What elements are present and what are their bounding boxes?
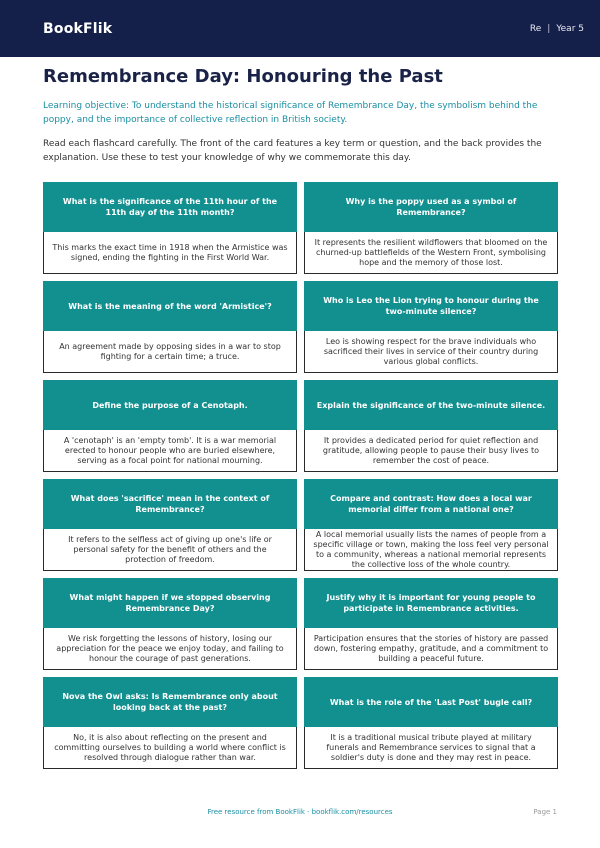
flashcard-front: Who is Leo the Lion trying to honour during the two-minute silence? bbox=[304, 281, 558, 331]
flashcard-back: This marks the exact time in 1918 when the Armistice was signed, ending the fighting in the First World War. bbox=[43, 232, 297, 274]
page-number: Page 1 bbox=[533, 808, 557, 816]
flashcard-front: Compare and contrast: How does a local war memorial differ from a national one? bbox=[304, 479, 558, 529]
flashcard bbox=[43, 479, 297, 571]
flashcard-front: What is the role of the 'Last Post' bugle call? bbox=[304, 677, 558, 727]
flashcard-grid bbox=[43, 182, 558, 769]
flashcard bbox=[304, 380, 558, 472]
flashcard bbox=[43, 380, 297, 472]
flashcard-front: Nova the Owl asks: Is Remembrance only about looking back at the past? bbox=[43, 677, 297, 727]
flashcard-back: A 'cenotaph' is an 'empty tomb'. It is a war memorial erected to honour people who are buried elsewhere, serving as a focal point for national mourning. bbox=[43, 430, 297, 472]
page-header bbox=[0, 0, 600, 57]
page-title: Remembrance Day: Honouring the Past bbox=[43, 66, 443, 87]
flashcard bbox=[304, 479, 558, 571]
flashcard-back: Leo is showing respect for the brave individuals who sacrificed their lives in service of their country during various global conflicts. bbox=[304, 331, 558, 373]
flashcard-back: A local memorial usually lists the names of people from a specific village or town, making the loss feel very personal to a community, whereas a national memorial represents the collective loss of the whole country. bbox=[304, 529, 558, 571]
flashcard bbox=[304, 677, 558, 769]
flashcard-back: An agreement made by opposing sides in a war to stop fighting for a certain time; a truce. bbox=[43, 331, 297, 373]
flashcard-back: Participation ensures that the stories of history are passed down, fostering empathy, gratitude, and a commitment to building a peaceful future. bbox=[304, 628, 558, 670]
flashcard bbox=[304, 281, 558, 373]
flashcard-front: What is the meaning of the word 'Armistice'? bbox=[43, 281, 297, 331]
flashcard-front: What is the significance of the 11th hour of the 11th day of the 11th month? bbox=[43, 182, 297, 232]
flashcard-back: It provides a dedicated period for quiet reflection and gratitude, allowing people to pause their busy lives to remember the cost of peace. bbox=[304, 430, 558, 472]
flashcard bbox=[43, 578, 297, 670]
flashcard-back: It represents the resilient wildflowers that bloomed on the churned-up battlefields of the Western Front, symbolising hope and the memory of those lost. bbox=[304, 232, 558, 274]
learning-objective: Learning objective: To understand the historical significance of Remembrance Day, the symbolism behind the poppy, and the importance of collective reflection in British society. bbox=[43, 101, 538, 125]
flashcard bbox=[43, 281, 297, 373]
flashcard-back: We risk forgetting the lessons of history, losing our appreciation for the peace we enjoy today, and failing to honour the courage of past generations. bbox=[43, 628, 297, 670]
footer-link[interactable]: Free resource from BookFlik · bookflik.com/resources bbox=[207, 808, 393, 816]
year-label: Year 5 bbox=[556, 23, 584, 34]
header-meta bbox=[530, 24, 584, 34]
subject-label: Re bbox=[529, 23, 542, 34]
meta-separator: | bbox=[547, 23, 551, 34]
flashcard bbox=[43, 182, 297, 274]
flashcard bbox=[304, 578, 558, 670]
flashcard-front: Define the purpose of a Cenotaph. bbox=[43, 380, 297, 430]
flashcard-front: Justify why it is important for young people to participate in Remembrance activities. bbox=[304, 578, 558, 628]
flashcard-front: What might happen if we stopped observing Remembrance Day? bbox=[43, 578, 297, 628]
flashcard-front: Explain the significance of the two-minute silence. bbox=[304, 380, 558, 430]
brand-logo: BookFlik bbox=[43, 20, 113, 37]
flashcard-back: No, it is also about reflecting on the present and committing ourselves to building a world where conflict is resolved through dialogue rather than war. bbox=[43, 727, 297, 769]
flashcard-back: It is a traditional musical tribute played at military funerals and Remembrance services to signal that a soldier's duty is done and they may rest in peace. bbox=[304, 727, 558, 769]
flashcard-front: Why is the poppy used as a symbol of Remembrance? bbox=[304, 182, 558, 232]
intro-text: Read each flashcard carefully. The front of the card features a key term or question, and the back provides the explanation. Use these to test your knowledge of why we commemorate this day. bbox=[43, 139, 542, 163]
flashcard-front: What does 'sacrifice' mean in the context of Remembrance? bbox=[43, 479, 297, 529]
flashcard-back: It refers to the selfless act of giving up one's life or personal safety for the benefit of others and the protection of freedom. bbox=[43, 529, 297, 571]
flashcard bbox=[43, 677, 297, 769]
flashcard bbox=[304, 182, 558, 274]
